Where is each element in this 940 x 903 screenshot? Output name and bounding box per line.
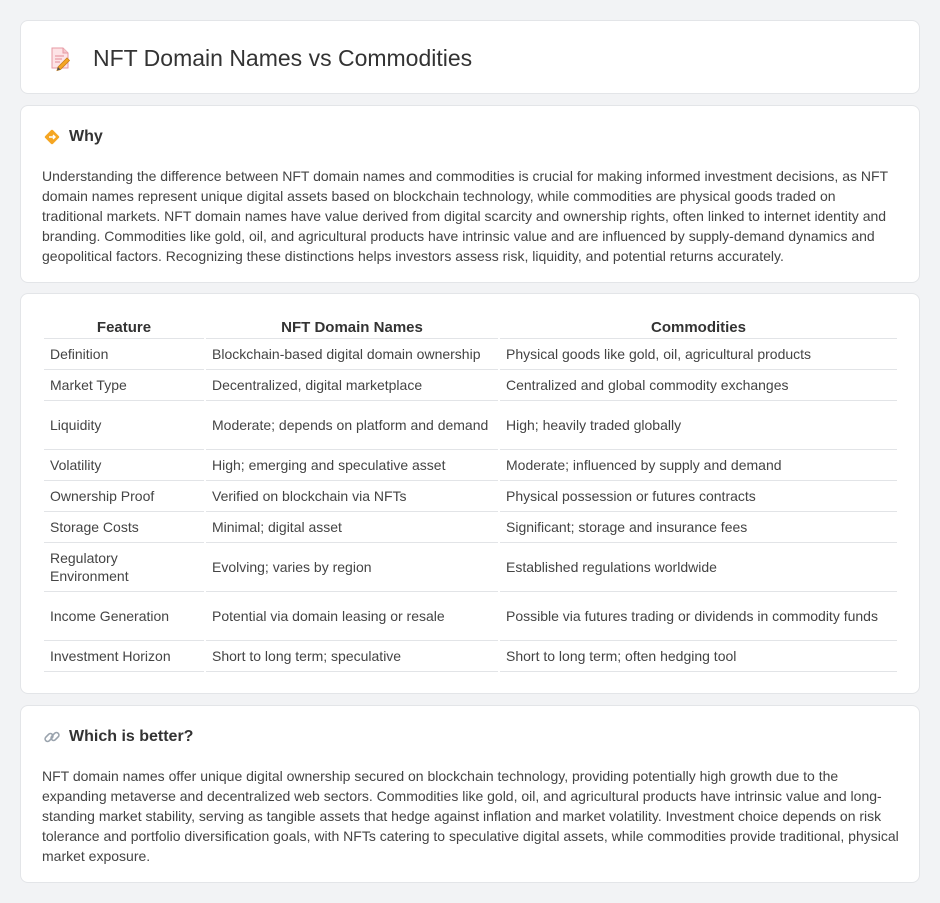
- table-row: [44, 543, 897, 592]
- feature-cell: Definition: [44, 339, 204, 370]
- nft-cell: Evolving; varies by region: [206, 543, 498, 592]
- table-row: [44, 481, 897, 512]
- commodities-cell: Significant; storage and insurance fees: [500, 512, 897, 543]
- nft-cell: Moderate; depends on platform and demand: [206, 401, 498, 450]
- title-card: [20, 20, 920, 94]
- document-pencil-icon: [45, 44, 73, 72]
- commodities-cell: High; heavily traded globally: [500, 401, 897, 450]
- header-commodities: Commodities: [500, 316, 897, 339]
- diamond-arrows-icon: [43, 128, 61, 146]
- header-feature: Feature: [44, 316, 204, 339]
- page-title: NFT Domain Names vs Commodities: [93, 44, 473, 71]
- nft-cell: Decentralized, digital marketplace: [206, 370, 498, 401]
- nft-cell: High; emerging and speculative asset: [206, 450, 498, 481]
- feature-cell: Market Type: [44, 370, 204, 401]
- why-heading: Why: [69, 128, 103, 145]
- header-nft-domain-names: NFT Domain Names: [206, 316, 498, 339]
- better-text: NFT domain names offer unique digital ownership secured on blockchain technology, providing potentially high growth due to the expanding metaverse and decentralized web sectors. Commodities like gold, oil, and agricultural products have intrinsic value and long-standing market stability, serving as tangible assets that hedge against inflation and market volatility. Investment choice depends on risk tolerance and portfolio diversification goals, with NFTs catering to speculative digital assets, while commodities provide traditional, physical market exposure.: [42, 768, 899, 864]
- table-row: [44, 339, 897, 370]
- link-icon: [43, 728, 61, 746]
- comparison-table: [42, 316, 899, 672]
- feature-cell: Ownership Proof: [44, 481, 204, 512]
- nft-cell: Minimal; digital asset: [206, 512, 498, 543]
- nft-cell: Potential via domain leasing or resale: [206, 592, 498, 641]
- feature-cell: Volatility: [44, 450, 204, 481]
- feature-cell: Regulatory Environment: [44, 543, 204, 592]
- table-header-row: [44, 316, 897, 339]
- title-row: [45, 44, 472, 72]
- nft-cell: Short to long term; speculative: [206, 641, 498, 672]
- table-row: [44, 370, 897, 401]
- why-heading-row: [43, 128, 103, 146]
- commodities-cell: Physical possession or futures contracts: [500, 481, 897, 512]
- nft-cell: Verified on blockchain via NFTs: [206, 481, 498, 512]
- better-heading-row: [43, 728, 193, 746]
- commodities-cell: Possible via futures trading or dividends in commodity funds: [500, 592, 897, 641]
- nft-cell: Blockchain-based digital domain ownership: [206, 339, 498, 370]
- commodities-cell: Established regulations worldwide: [500, 543, 897, 592]
- why-section: [20, 105, 920, 283]
- table-row: [44, 401, 897, 450]
- table-row: [44, 450, 897, 481]
- feature-cell: Income Generation: [44, 592, 204, 641]
- why-text: Understanding the difference between NFT domain names and commodities is crucial for making informed investment decisions, as NFT domain names represent unique digital assets based on blockchain technology, while commodities are physical goods traded on traditional markets. NFT domain names have value derived from digital scarcity and ownership rights, often linked to internet identity and branding. Commodities like gold, oil, and agricultural products have intrinsic value and are influenced by supply-demand dynamics and geopolitical factors. Recognizing these distinctions helps investors assess risk, liquidity, and potential returns accurately.: [42, 168, 888, 264]
- table-row: [44, 512, 897, 543]
- feature-cell: Storage Costs: [44, 512, 204, 543]
- comparison-table-card: [20, 293, 920, 694]
- commodities-cell: Physical goods like gold, oil, agricultural products: [500, 339, 897, 370]
- commodities-cell: Short to long term; often hedging tool: [500, 641, 897, 672]
- commodities-cell: Moderate; influenced by supply and demand: [500, 450, 897, 481]
- feature-cell: Investment Horizon: [44, 641, 204, 672]
- table-row: [44, 641, 897, 672]
- which-is-better-section: [20, 705, 920, 883]
- feature-cell: Liquidity: [44, 401, 204, 450]
- better-heading: Which is better?: [69, 728, 194, 745]
- table-row: [44, 592, 897, 641]
- commodities-cell: Centralized and global commodity exchanges: [500, 370, 897, 401]
